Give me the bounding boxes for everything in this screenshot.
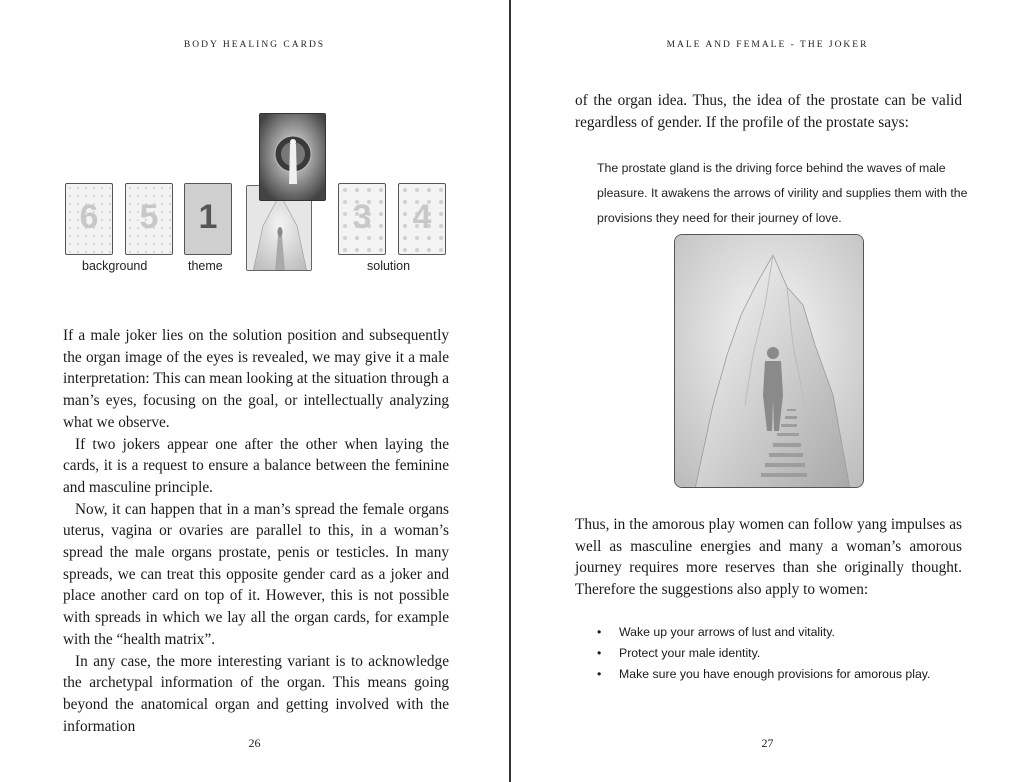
paragraph: of the organ idea. Thus, the idea of the prostate can be valid regardless of gender. If the profile of the prostate says: [575,92,962,131]
list-item: • Wake up your arrows of lust and vitality. [597,622,977,643]
orb-card-image [259,113,326,201]
card-position-6 [65,183,113,255]
page-number-left: 26 [248,736,261,750]
card-number: 6 [79,198,99,236]
list-item: • Make sure you have enough provisions for amorous play. [597,664,977,685]
prostate-profile-quote: The prostate gland is the driving force behind the waves of male pleasure. It awakens the arrows of virility and supplies them with the provisions they need for their journey of love. [597,161,968,225]
list-item: • Protect your male identity. [597,643,977,664]
page-number-right: 27 [761,736,774,750]
label-background: background [82,259,148,273]
orb-illustration [260,114,326,201]
mountain-climber-image [674,234,864,488]
left-page [0,0,511,782]
card-position-5 [125,183,173,255]
card-number: 5 [139,198,159,236]
label-theme: theme [188,259,223,273]
card-number: 1 [198,198,218,236]
paragraph: Now, it can happen that in a man’s spread the female organs uterus, vagina or ovaries are parallel to this, in a woman’s spread the male organs prostate, penis or testicles. In many spreads, we can treat this opposite gender card as a joker and place another card on top of it. However, this is not possible with spreads in which we lay all the organ cards, for example with the “health matrix”. [63,500,449,648]
card-position-1-theme [184,183,232,255]
paragraph: If two jokers appear one after the other when laying the cards, it is a request to ensure a balance between the feminine and masculine principle. [63,435,449,496]
card-position-3 [338,183,386,255]
paragraph: In any case, the more interesting variant is to acknowledge the archetypal information of the organ. This means going beyond the anatomical organ and getting involved with the information [63,652,449,735]
left-body-text [63,325,449,737]
card-number: 3 [352,198,372,236]
paragraph: Thus, in the amorous play women can follow yang impulses as well as masculine energies and many a woman’s amorous journey requires more reserves than she originally thought. Therefore the suggestions also apply to women: [575,516,962,599]
right-body-text [575,514,962,601]
mountain-climber-illustration [675,235,864,488]
right-intro-text [575,90,962,133]
card-position-4 [398,183,446,255]
paragraph: If a male joker lies on the solution position and subsequently the organ image of the eyes is revealed, we may give it a male interpretation: This can mean looking at the situation through a man’s eyes, focusing on the goal, or intellectually analyzing what we observe. [63,327,449,431]
label-solution: solution [367,259,411,273]
card-number: 4 [412,198,432,236]
running-head-left: BODY HEALING CARDS [183,40,326,50]
suggestion-list [597,622,977,685]
running-head-right: MALE AND FEMALE - THE JOKER [666,40,869,50]
